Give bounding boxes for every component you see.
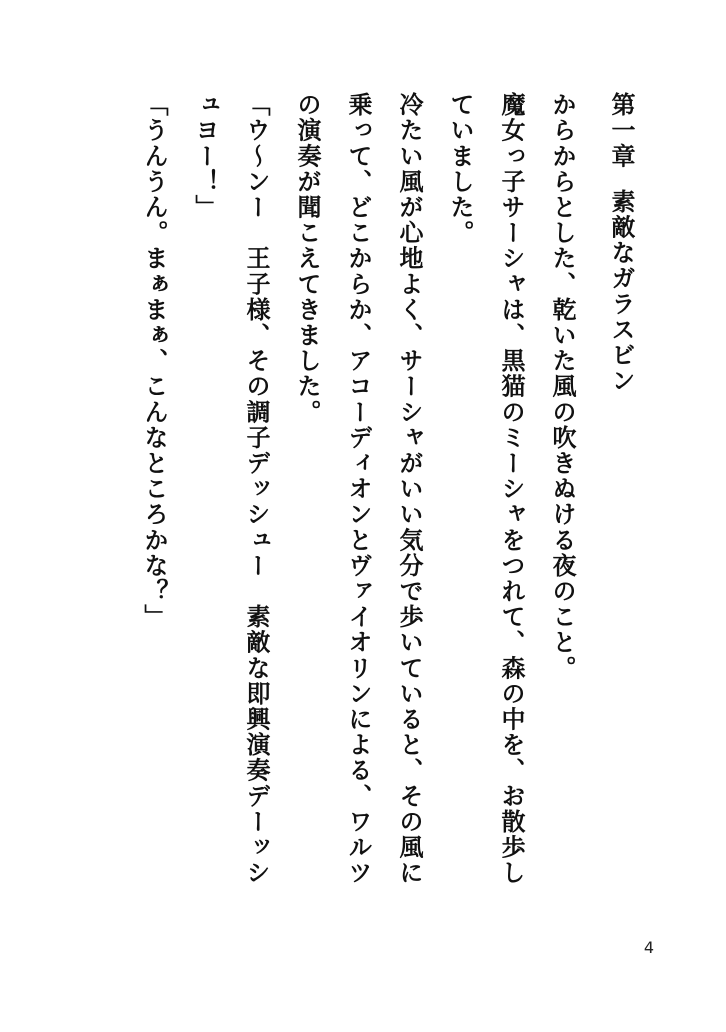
chapter-heading xyxy=(595,92,646,932)
text-line: ていました。 xyxy=(446,92,474,246)
vertical-text-block xyxy=(128,92,646,932)
text-line: 乗って、どこからか、アコーディオンとヴァイオリンによる、ワルツ xyxy=(344,92,372,886)
text-line: 「ウ～ンー 王子様、その調子デッシュー 素敵な即興演奏デーッシ xyxy=(242,92,270,886)
chapter-title: 素敵なガラスビン xyxy=(607,188,635,394)
text-line: ュヨー！」 xyxy=(191,92,219,220)
text-line: からからとした、乾いた風の吹きぬける夜のこと。 xyxy=(548,92,576,681)
text-line: 魔女っ子サーシャは、黒猫のミーシャをつれて、森の中を、お散歩し xyxy=(497,92,525,886)
text-line: の演奏が聞こえてきました。 xyxy=(293,92,321,425)
text-line: 「うんうん。まぁまぁ、こんなところかな？」 xyxy=(140,92,168,630)
text-line: 冷たい風が心地よく、サーシャがいい気分で歩いていると、その風に xyxy=(395,92,423,886)
page-number: 4 xyxy=(643,938,654,957)
chapter-number: 第一章 xyxy=(607,92,635,169)
